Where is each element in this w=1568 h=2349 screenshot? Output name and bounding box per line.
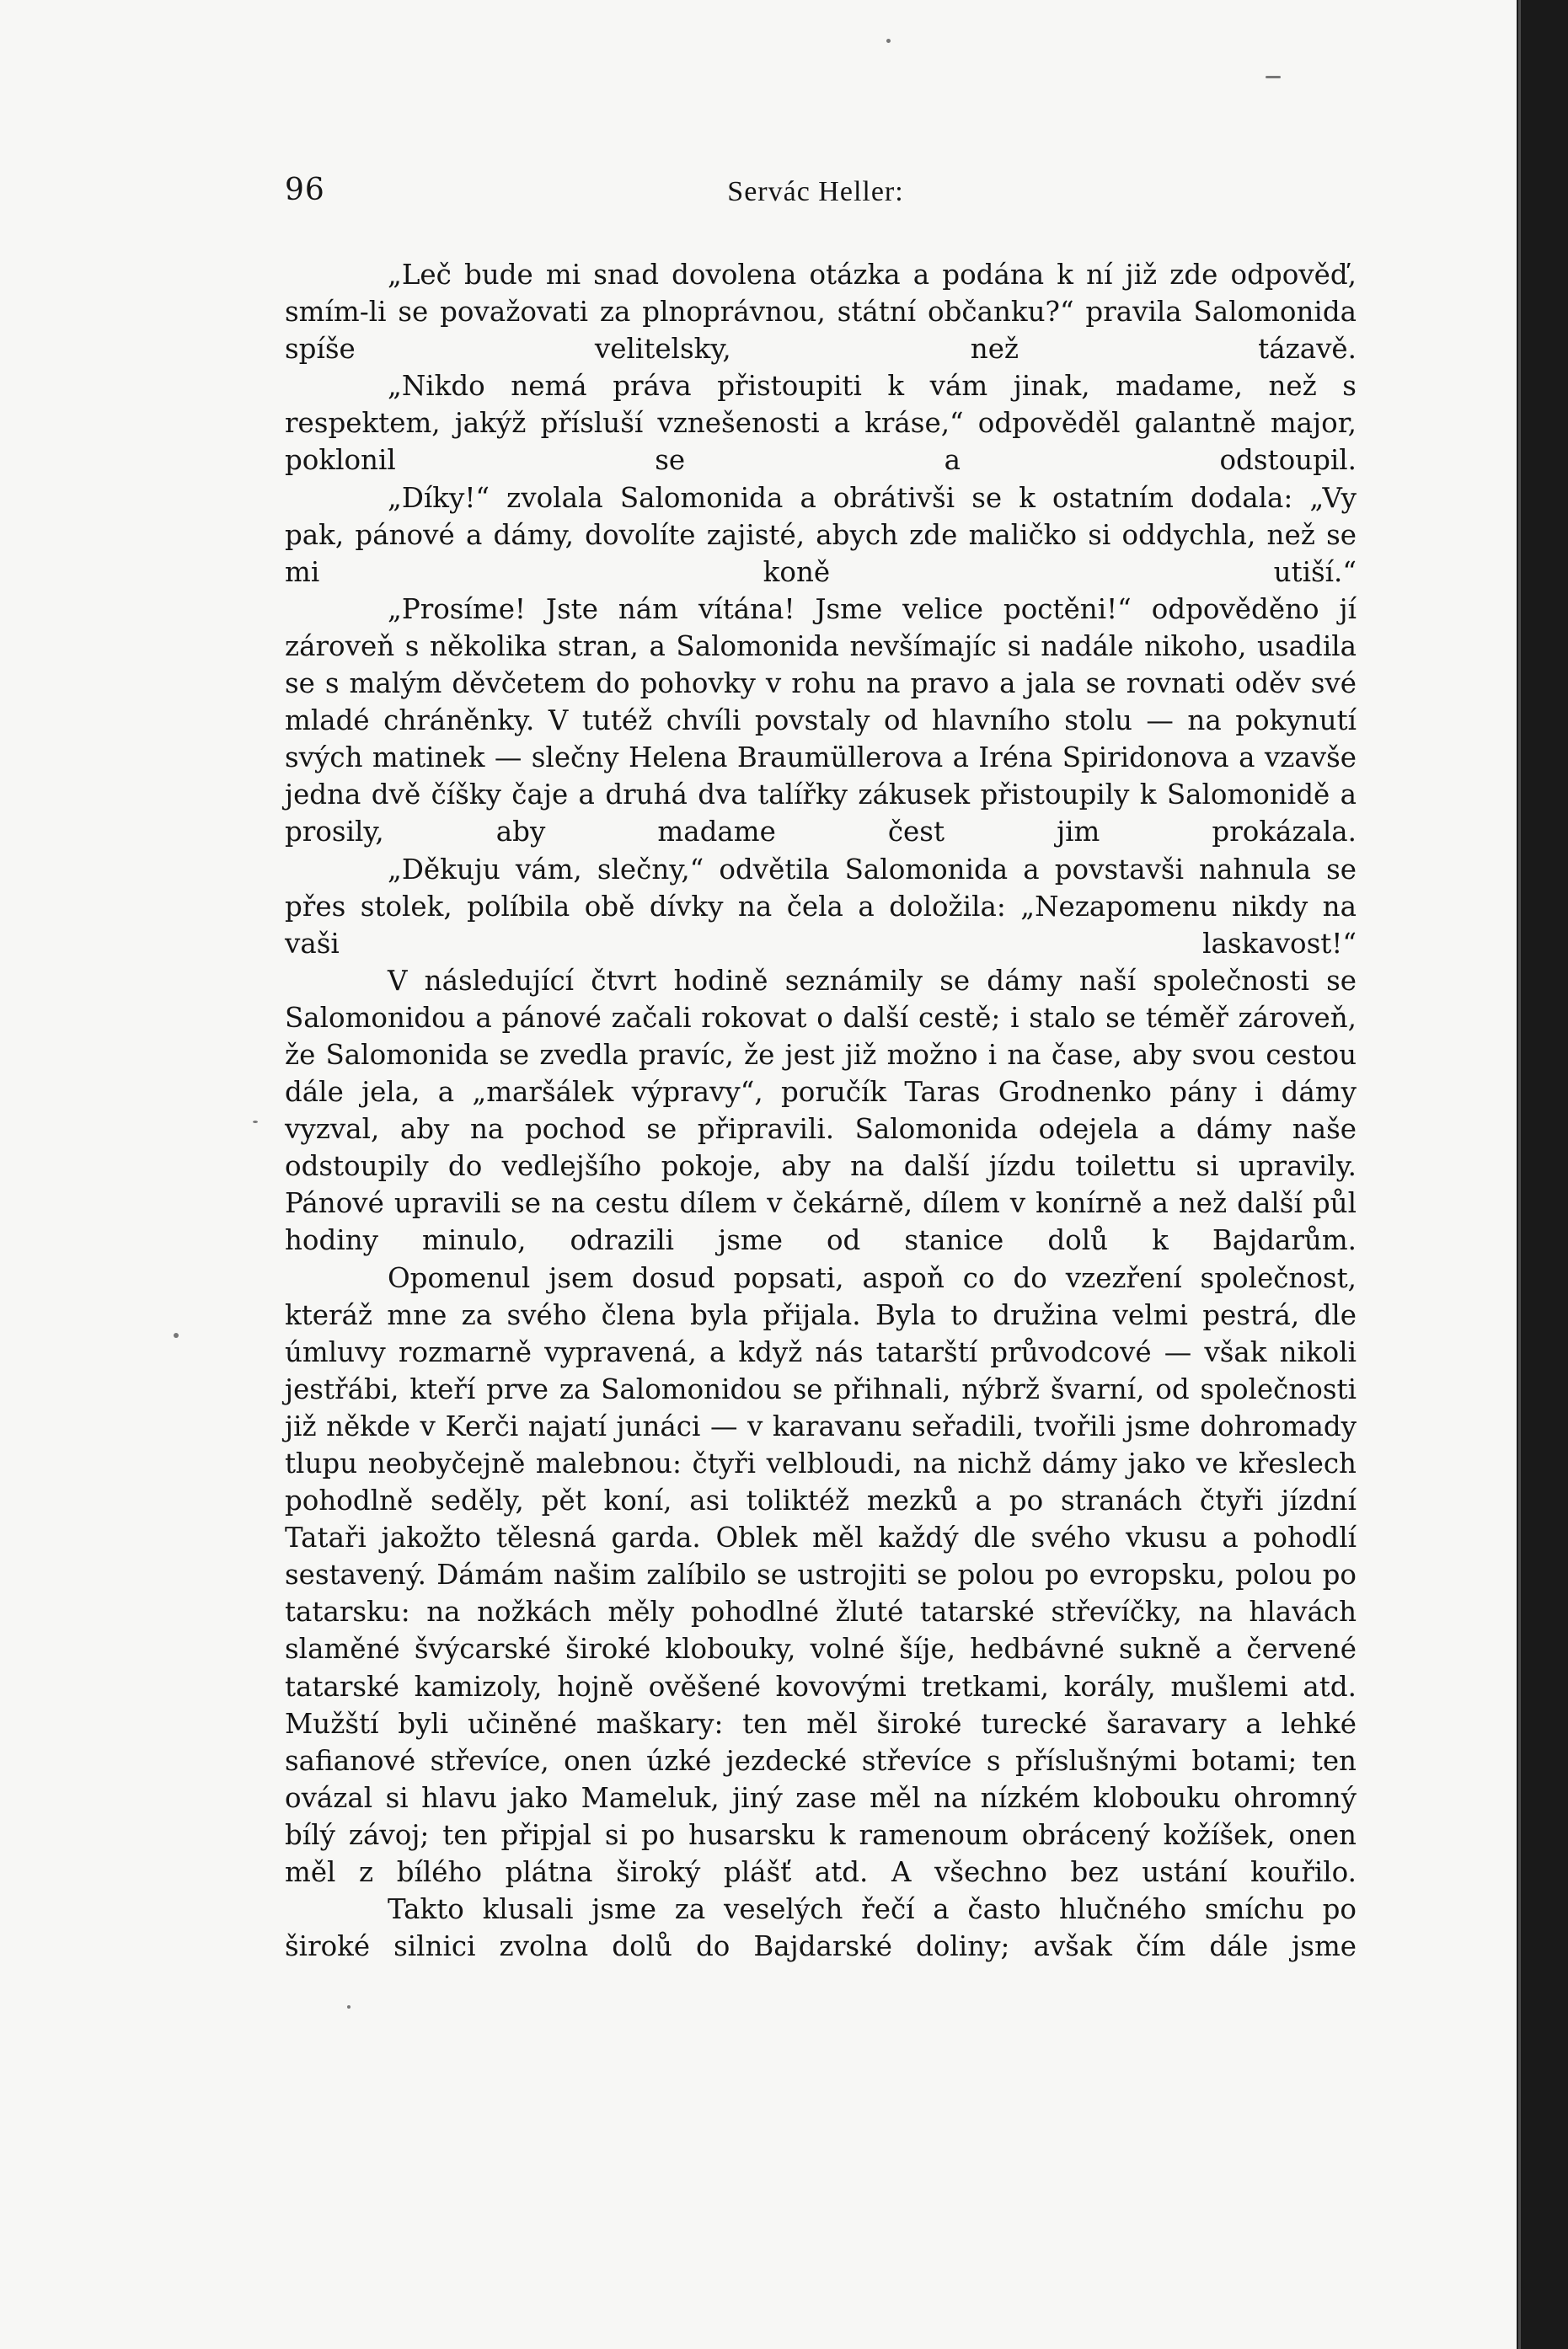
paragraph: „Prosíme! Jste nám vítána! Jsme velice poctěni!“ odpověděno jí zároveň s několika stran, a Salomonida nevšímajíc si nadále nikoho, usadila se s malým děvčetem do pohovky v rohu na pravo a jala se rovnati oděv své mladé chráněnky. V tutéž chvíli povstaly od hlavního stolu — na pokynutí svých matinek — slečny Helena Braumüllerova a Iréna Spiridonova a vzavše jedna dvě číšky čaje a druhá dva talířky zákusek přistoupily k Salomonidě a prosily, aby madame čest jim prokázala. xyxy=(285,592,1357,848)
page-number: 96 xyxy=(285,173,325,207)
page-speck xyxy=(1266,76,1281,78)
page-speck xyxy=(174,1333,179,1338)
running-title: Servác Heller: xyxy=(727,176,904,207)
page-speck xyxy=(886,39,891,43)
paragraph: „Leč bude mi snad dovolena otázka a podána k ní již zde odpověď, smím-li se považovati za plnoprávnou, státní občanku?“ pravila Salomonida spíše velitelsky, než tázavě. xyxy=(285,259,1357,366)
page-speck xyxy=(253,1121,258,1123)
page-header xyxy=(285,173,1346,220)
paragraph: „Nikdo nemá práva přistoupiti k vám jinak, madame, než s respektem, jakýž přísluší vznešenosti a kráse,“ odpověděl galantně major, poklonil se a odstoupil. xyxy=(285,370,1357,477)
paragraph: Opomenul jsem dosud popsati, aspoň co do vzezření společnost, kteráž mne za svého člena byla přijala. Byla to družina velmi pestrá, dle úmluvy rozmarně vypravená, a když nás tatarští průvodcové — však nikoli jestřábi, kteří prve za Salomonidou se přihnali, nýbrž švarní, od společnosti již někde v Kerči najatí junáci — v karavanu seřadili, tvořili jsme dohromady tlupu neobyčejně malebnou: čtyři velbloudi, na nichž dámy jako ve křeslech pohodlně seděly, pět koní, asi toliktéž mezků a po stranách čtyři jízdní Tataři jakožto tělesná garda. Oblek měl každý dle svého vkusu a pohodlí sestavený. Dámám našim zalíbilo se ustrojiti se polou po evropsku, polou po tatarsku: na nožkách měly pohodlné žluté tatarské střevíčky, na hlavách slaměné švýcarské široké klobouky, volné šíje, hedbávné sukně a červené tatarské kamizoly, hojně ověšené kovovými tretkami, korály, mušlemi atd. Mužští byli učiněné maškary: ten měl široké turecké šaravary a lehké safianové střevíce, onen úzké jezdecké střevíce s příslušnými botami; ten ovázal si hlavu jako Mameluk, jiný zase měl na nízkém klobouku ohromný bílý závoj; ten připjal si po husarsku k ramenoum obrácený kožíšek, onen měl z bílého plátna široký plášť atd. A všechno bez ustání kouřilo. xyxy=(285,1261,1357,1889)
body-text xyxy=(285,256,1357,1965)
paragraph: „Díky!“ zvolala Salomonida a obrátivši se k ostatním dodala: „Vy pak, pánové a dámy, dovolíte zajisté, abych zde maličko si oddychla, než se mi koně utiší.“ xyxy=(285,481,1357,588)
paragraph: Takto klusali jsme za veselých řečí a často hlučného smíchu po široké silnici zvolna dolů do Bajdarské doliny; avšak čím dále jsme xyxy=(285,1893,1357,1963)
paragraph: V následující čtvrt hodině seznámily se dámy naší společnosti se Salomonidou a pánové začali rokovat o další cestě; i stalo se téměř zároveň, že Salomonida se zvedla pravíc, že jest již možno i na čase, aby svou cestou dále jela, a „maršálek výpravy“, poručík Taras Grodnenko pány i dámy vyzval, aby na pochod se připravili. Salomonida odejela a dámy naše odstoupily do vedlejšího pokoje, aby na další jízdu toilettu si upravily. Pánové upravili se na cestu dílem v čekárně, dílem v konírně a než další půl hodiny minulo, odrazili jsme od stanice dolů k Bajdarům. xyxy=(285,964,1357,1257)
page-speck xyxy=(347,2005,351,2009)
paragraph: „Děkuju vám, slečny,“ odvětila Salomonida a povstavši nahnula se přes stolek, políbila obě dívky na čela a doložila: „Nezapomenu nikdy na vaši laskavost!“ xyxy=(285,853,1357,960)
page-binding-edge xyxy=(1517,0,1568,2349)
